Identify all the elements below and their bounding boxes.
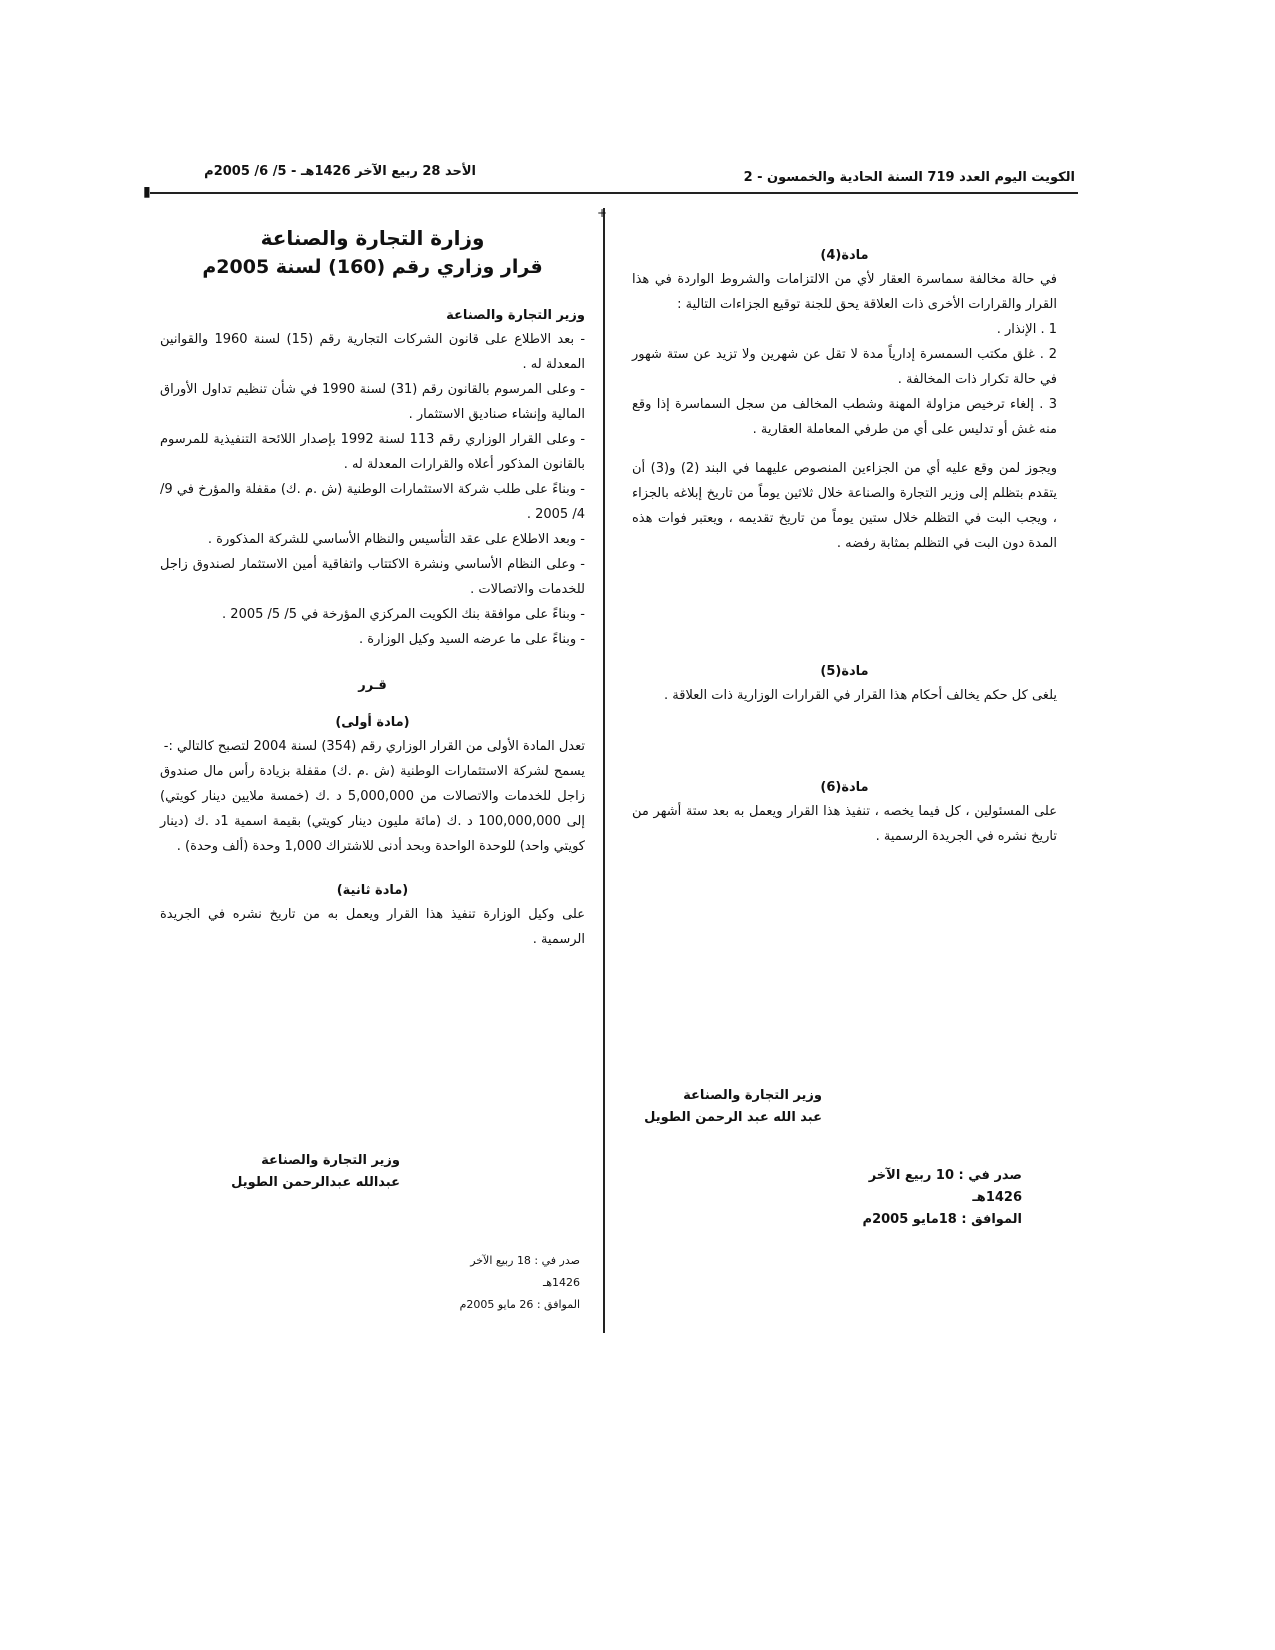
left-signature-block [160,1150,400,1194]
article5-body: يلغى كل حكم يخالف أحكام هذا القرار في القرارات الوزارية ذات العلاقة . [664,688,1057,703]
issued-date-hijri: صدر في : 18 ربيع الآخر 1426هـ [470,1254,580,1289]
issued-date-gregorian: الموافق : 26 مايو 2005م [459,1298,580,1311]
divider-cross-icon: + [597,206,608,220]
header-date: الأحد 28 ربيع الآخر 1426هـ - 5/ 6/ 2005م [204,164,476,179]
article6-heading: مادة(6) [820,780,869,795]
article2-body: على وكيل الوزارة تنفيذ هذا القرار ويعمل به من تاريخ نشره في الجريدة الرسمية . [160,907,585,947]
preamble-item: - وعلى القرار الوزاري رقم 113 لسنة 1992 بإصدار اللائحة التنفيذية للمرسوم بالقانون المذكور أعلاه والقرارات المعدلة له . [160,432,586,472]
article4-item: 3 . إلغاء ترخيص مزاولة المهنة وشطب المخالف من سجل السماسرة إذا وقع منه غش أو تدليس على أي من طرفي المعاملة العقارية . [632,397,1057,437]
left-issued-block [430,1250,580,1316]
page-mark-icon: ▮ [143,184,151,200]
article4-appeal: ويجوز لمن وقع عليه أي من الجزاءين المنصوص عليهما في البند (2) و(3) أن يتقدم بتظلم إلى وزير التجارة والصناعة خلال ثلاثين يوماً من تاريخ إبلاغه بالجزاء ، ويجب البت في التظلم خلال ستين يوماً من تاريخ تقديمه ، ويعتبر فوات هذه المدة دون البت في التظلم بمثابة رفضه . [632,461,1057,551]
signature-name: عبد الله عبد الرحمن الطويل [644,1110,822,1125]
decides-heading: قـرر [358,678,387,693]
issued-date-gregorian: الموافق : 18مايو 2005م [862,1212,1022,1227]
article4-item: 2 . غلق مكتب السمسرة إدارياً مدة لا تقل عن شهرين ولا تزيد عن ستة شهور في حالة تكرار ذات المخالفة . [632,347,1057,387]
signature-title: وزير التجارة والصناعة [261,1153,400,1168]
article4-heading: مادة(4) [820,248,869,263]
preamble-item: - وبناءً على طلب شركة الاستثمارات الوطنية (ش .م .ك) مقفلة والمؤرخ في 9/ 4/ 2005 . [160,482,585,522]
preamble-item: - وبناءً على موافقة بنك الكويت المركزي المؤرخة في 5/ 5/ 2005 . [222,607,585,622]
article1-intro: تعدل المادة الأولى من القرار الوزاري رقم (354) لسنة 2004 لتصبح كالتالي :- [163,739,585,754]
header-rule [150,192,1078,194]
article6-body: على المسئولين ، كل فيما يخصه ، تنفيذ هذا القرار ويعمل به بعد ستة أشهر من تاريخ نشره في الجريدة الرسمية . [632,804,1057,844]
preamble-item: - وبناءً على ما عرضه السيد وكيل الوزارة . [359,632,585,647]
article4-intro: في حالة مخالفة سماسرة العقار لأي من الالتزامات والشروط الواردة في هذا القرار والقرارات الأخرى ذات العلاقة يحق للجنة توقيع الجزاءات التالية : [632,272,1057,312]
minister-label: وزير التجارة والصناعة [446,308,585,323]
article1-heading: (مادة أولى) [335,715,410,730]
article2-heading: (مادة ثانية) [336,883,409,898]
article1-body: يسمح لشركة الاستثمارات الوطنية (ش .م .ك) مقفلة بزيادة رأس مال صندوق زاجل للخدمات والاتصالات من 5,000,000 د .ك (خمسة ملايين دينار كويتي) إلى 100,000,000 د .ك (مائة مليون دينار كويتي) بقيمة اسمية 1د .ك (دينار كويتي واحد) للوحدة الواحدة وبحد أدنى للاشتراك 1,000 وحدة (ألف وحدة) . [160,764,585,854]
decree-title: قرار وزاري رقم (160) لسنة 2005م [202,256,543,278]
signature-title: وزير التجارة والصناعة [683,1088,822,1103]
right-issued-block [840,1165,1022,1231]
preamble-item: - بعد الاطلاع على قانون الشركات التجارية رقم (15) لسنة 1960 والقوانين المعدلة له . [160,332,586,372]
preamble-item: - وعلى النظام الأساسي ونشرة الاكتتاب واتفاقية أمين الاستثمار لصندوق زاجل للخدمات والاتصالات . [160,557,585,597]
column-divider [603,208,605,1333]
right-signature-block [632,1085,822,1129]
ministry-title: وزارة التجارة والصناعة [260,226,485,250]
right-column [632,248,1057,849]
article4-item: 1 . الإنذار . [996,322,1057,337]
preamble-item: - وعلى المرسوم بالقانون رقم (31) لسنة 1990 في شأن تنظيم تداول الأوراق المالية وإنشاء صناديق الاستثمار . [160,382,585,422]
article5-heading: مادة(5) [820,664,869,679]
issued-date-hijri: صدر في : 10 ربيع الآخر 1426هـ [868,1168,1022,1205]
signature-name: عبدالله عبدالرحمن الطويل [231,1175,400,1190]
left-column [160,226,585,952]
header-issue-info: الكويت اليوم العدد 719 السنة الحادية والخمسون - 2 [743,170,1075,185]
preamble-item: - وبعد الاطلاع على عقد التأسيس والنظام الأساسي للشركة المذكورة . [207,532,585,547]
